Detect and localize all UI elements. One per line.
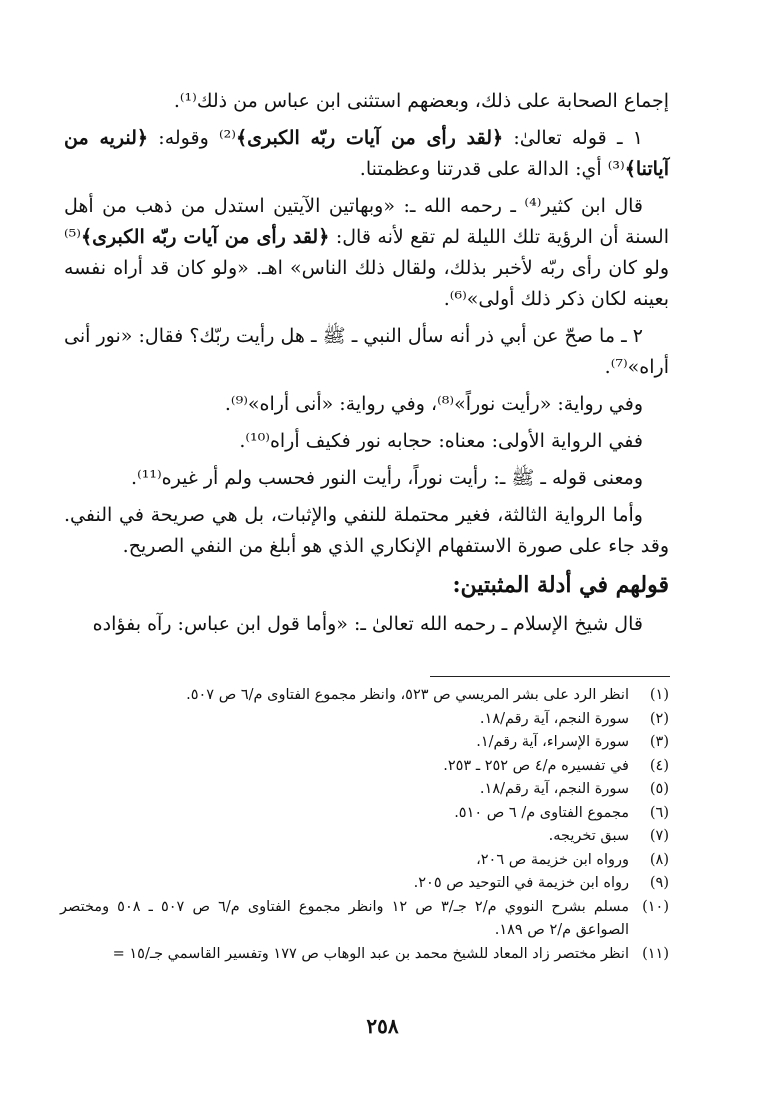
section-heading: قولهم في أدلة المثبتين: [452, 572, 669, 598]
paragraph-first-narration: ففي الرواية الأولى: معناه: حجابه نور فكيف أراه⁽¹⁰⁾. [239, 430, 643, 452]
footnote-number: (٣) [649, 734, 669, 750]
footnote-item [60, 802, 669, 826]
footnote-item [60, 825, 669, 849]
footnote-text: رواه ابن خزيمة في التوحيد ص ٢٠٥. [413, 875, 629, 891]
footnote-text: سورة الإسراء، آية رقم/١. [476, 734, 629, 750]
footnote-text: سبق تخريجه. [548, 828, 629, 844]
footnote-number: (٤) [649, 757, 669, 774]
paragraph-narration: وفي رواية: «رأيت نوراً»⁽⁸⁾، وفي رواية: «أنى أراه»⁽⁹⁾. [224, 393, 643, 415]
footnote-number: (٩) [649, 875, 669, 891]
footnote-number: (١) [649, 687, 669, 703]
evidence-1-suffix: ⁽³⁾ أي: الدالة على قدرتنا وعظمتنا. [359, 158, 625, 180]
paragraph-third-narration: وأما الرواية الثالثة، فغير محتملة للنفي والإثبات، بل هي صريحة في النفي. وقد جاء على صورة الاستفهام الإنكاري الذي هو أبلغ من النفي الصريح. [64, 504, 669, 557]
footnote-number: (٥) [649, 781, 669, 797]
footnote-divider [430, 676, 670, 677]
quran-quote-najm: ﴿لقد رأى من آيات ربّه الكبرى﴾ [235, 127, 504, 149]
footnote-item [60, 684, 669, 708]
quran-quote-najm-2: ﴿لقد رأى من آيات ربّه الكبرى﴾ [80, 226, 330, 248]
footnote-item [60, 755, 669, 779]
evidence-1-prefix: ١ ـ قوله تعالىٰ: [503, 127, 643, 149]
footnotes [60, 684, 669, 966]
footnote-item [60, 708, 669, 732]
quran-quote-isra: ﴿لنريه من آياتنا﴾ [64, 127, 669, 180]
footnote-item [60, 872, 669, 896]
paragraph-intro: إجماع الصحابة على ذلك، وبعضهم استثنى ابن عباس من ذلك⁽¹⁾. [173, 90, 669, 112]
paragraph-meaning: ومعنى قوله ـ ﷺ ـ: رأيت نوراً، رأيت النور فحسب ولم أر غيره⁽¹¹⁾. [131, 467, 643, 489]
footnote-item [60, 731, 669, 755]
footnote-text: انظر الرد على بشر المريسي ص ٥٢٣، وانظر مجموع الفتاوى م/٦ ص ٥٠٧. [186, 687, 629, 703]
footnote-number: (١٠) [642, 898, 669, 915]
evidence-1-mid: ⁽²⁾ وقوله: [148, 127, 236, 149]
paragraph-evidence-1 [64, 123, 669, 185]
footnote-text: سورة النجم، آية رقم/١٨. [479, 710, 629, 727]
footnote-number: (٨) [649, 851, 669, 868]
ibn-kathir-prefix: قال ابن كثير⁽⁴⁾ ـ رحمه الله ـ: «وبهاتين الآيتين استدل من ذهب من أهل السنة أن الرؤية تلك الليلة لم تقع لأنه قال: [64, 195, 669, 248]
footnote-number: (٦) [649, 804, 669, 821]
footnote-text: مسلم بشرح النووي م/٢ جـ/٣ ص ١٢ وانظر مجموع الفتاوى م/٦ ص ٥٠٧ ـ ٥٠٨ ومختصر الصواعق م/٢ ص ١٨٩. [60, 898, 629, 938]
footnote-number: (٢) [649, 710, 669, 727]
footnote-text: ورواه ابن خزيمة ص ٢٠٦، [476, 851, 629, 868]
footnote-text: في تفسيره م/٤ ص ٢٥٢ ـ ٢٥٣. [443, 757, 629, 774]
footnote-text: سورة النجم، آية رقم/١٨. [479, 781, 629, 797]
paragraph-evidence-2: ٢ ـ ما صحّ عن أبي ذر أنه سأل النبي ـ ﷺ ـ هل رأيت ربّك؟ فقال: «نور أنى أراه»⁽⁷⁾. [64, 325, 669, 378]
footnote-number: (١١) [642, 945, 669, 962]
footnote-item [60, 896, 669, 943]
footnote-text: انظر مختصر زاد المعاد للشيخ محمد بن عبد الوهاب ص ١٧٧ وتفسير القاسمي جـ/١٥ = [112, 945, 629, 962]
footnote-item [60, 849, 669, 873]
paragraph-ibn-kathir [64, 191, 669, 315]
footnote-text: مجموع الفتاوى م/ ٦ ص ٥١٠. [454, 804, 629, 821]
footnote-item [60, 778, 669, 802]
ibn-kathir-suffix: ⁽⁵⁾ ولو كان رأى ربّه لأخبر بذلك، ولقال ذلك الناس» اهـ. «ولو كان قد أراه نفسه بعينه لكان ذكر ذلك أولى»⁽⁶⁾. [64, 226, 669, 310]
main-text [64, 86, 669, 646]
footnote-item [60, 943, 669, 967]
page-number: ٢٥٨ [366, 1014, 399, 1038]
paragraph-shaykh-islam: قال شيخ الإسلام ـ رحمه الله تعالىٰ ـ: «وأما قول ابن عباس: رآه بفؤاده [92, 613, 643, 635]
footnote-number: (٧) [649, 828, 669, 844]
